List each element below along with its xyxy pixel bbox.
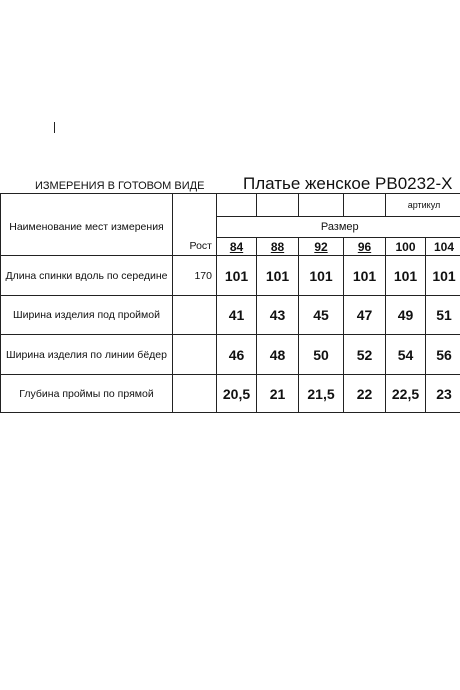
table-row (1, 335, 460, 375)
cell-value: 43 (257, 296, 299, 335)
table-row (1, 375, 460, 413)
cell-value: 23 (426, 375, 460, 413)
text-cursor-mark (54, 122, 55, 133)
cell-value: 51 (426, 296, 460, 335)
cell-value: 45 (299, 296, 344, 335)
column-header-height: Рост (173, 238, 217, 256)
size-96: 96 (344, 238, 386, 256)
measurements-table-wrap (0, 193, 460, 430)
cell-value: 22,5 (386, 375, 426, 413)
row-name: Ширина изделия под проймой (1, 296, 173, 335)
measurements-table (0, 193, 460, 413)
cell-value: 49 (386, 296, 426, 335)
size-104: 104 (426, 238, 460, 256)
cell-value: 101 (344, 256, 386, 296)
size-84: 84 (217, 238, 257, 256)
row-height (173, 375, 217, 413)
table-row (1, 296, 460, 335)
cell-value: 101 (426, 256, 460, 296)
cell-value: 22 (344, 375, 386, 413)
size-88: 88 (257, 238, 299, 256)
size-header: Размер (217, 217, 460, 238)
row-name: Длина спинки вдоль по середине (1, 256, 173, 296)
cell-value: 101 (299, 256, 344, 296)
row-name: Ширина изделия по линии бёдер (1, 335, 173, 375)
row-height (173, 296, 217, 335)
cell-value: 21,5 (299, 375, 344, 413)
cell-value: 47 (344, 296, 386, 335)
cell-value: 46 (217, 335, 257, 375)
cell-value: 54 (386, 335, 426, 375)
column-header-name: Наименование мест измерения (1, 217, 173, 238)
cell-value: 41 (217, 296, 257, 335)
size-100: 100 (386, 238, 426, 256)
product-title: Платье женское PB0232-X (243, 174, 453, 193)
size-92: 92 (299, 238, 344, 256)
cell-value: 20,5 (217, 375, 257, 413)
table-row (1, 256, 460, 296)
row-height (173, 335, 217, 375)
size-header-row (1, 238, 460, 256)
cell-value: 101 (386, 256, 426, 296)
article-label: артикул (386, 194, 460, 217)
cell-value: 21 (257, 375, 299, 413)
row-name: Глубина проймы по прямой (1, 375, 173, 413)
row-height: 170 (173, 256, 217, 296)
cell-value: 101 (217, 256, 257, 296)
cell-value: 52 (344, 335, 386, 375)
document-heading: ИЗМЕРЕНИЯ В ГОТОВОМ ВИДЕ (35, 180, 205, 192)
cell-value: 48 (257, 335, 299, 375)
cell-value: 50 (299, 335, 344, 375)
cell-value: 56 (426, 335, 460, 375)
top-blank-row (1, 194, 460, 217)
cell-value: 101 (257, 256, 299, 296)
